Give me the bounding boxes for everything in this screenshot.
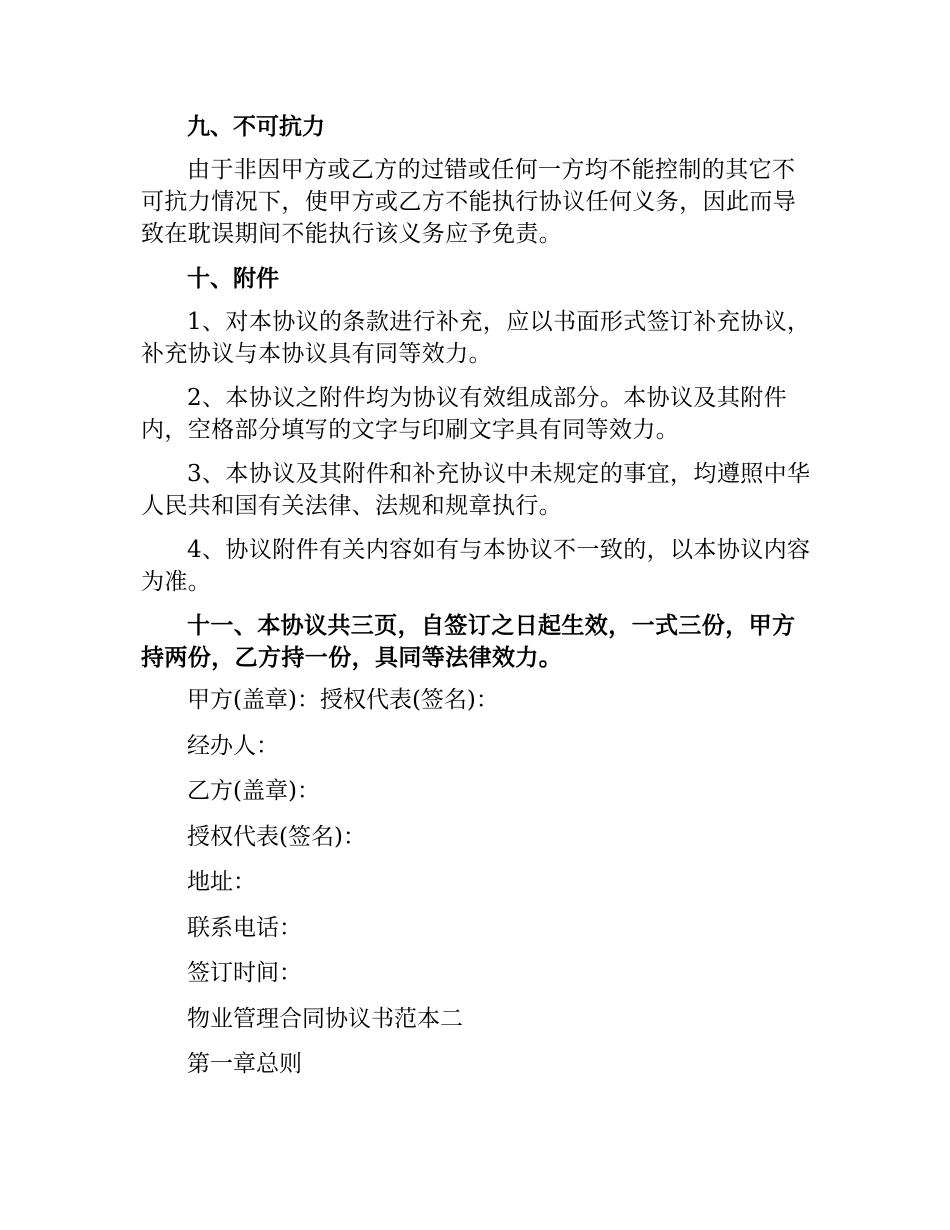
document-body	[141, 110, 811, 1094]
authorized-rep-line: 授权代表(签名)：	[187, 823, 366, 850]
next-document-title: 物业管理合同协议书范本二	[187, 1005, 463, 1032]
party-a-signature-line: 甲方(盖章)：授权代表(签名)：	[187, 687, 499, 713]
section-10-title: 十、附件	[187, 265, 279, 292]
address-line: 地址：	[187, 869, 256, 895]
section-10-item-4: 4、协议附件有关内容如有与本协议不一致的，以本协议内容为准。	[141, 537, 811, 595]
section-10-item-1: 1、对本协议的条款进行补充，应以书面形式签订补充协议，补充协议与本协议具有同等效力。	[141, 309, 811, 367]
section-9-body: 由于非因甲方或乙方的过错或任何一方均不能控制的其它不可抗力情况下，使甲方或乙方不能执行协议任何义务，因此而导致在耽误期间不能执行该义务应予免责。	[141, 157, 797, 247]
chapter-title: 第一章总则	[187, 1051, 302, 1077]
phone-line: 联系电话：	[187, 914, 302, 941]
sign-time-line: 签订时间：	[187, 960, 302, 986]
section-10-item-2: 2、本协议之附件均为协议有效组成部分。本协议及其附件内，空格部分填写的文字与印刷文字具有同等效力。	[141, 385, 788, 443]
handler-line: 经办人：	[187, 732, 279, 759]
section-11-title: 十一、本协议共三页，自签订之日起生效，一式三份，甲方持两份，乙方持一份，具同等法律效力。	[141, 612, 796, 671]
section-10-item-3: 3、本协议及其附件和补充协议中未规定的事宜，均遵照中华人民共和国有关法律、法规和规章执行。	[141, 461, 811, 519]
party-b-signature-line: 乙方(盖章)：	[187, 778, 320, 804]
section-9-title: 九、不可抗力	[187, 113, 325, 140]
